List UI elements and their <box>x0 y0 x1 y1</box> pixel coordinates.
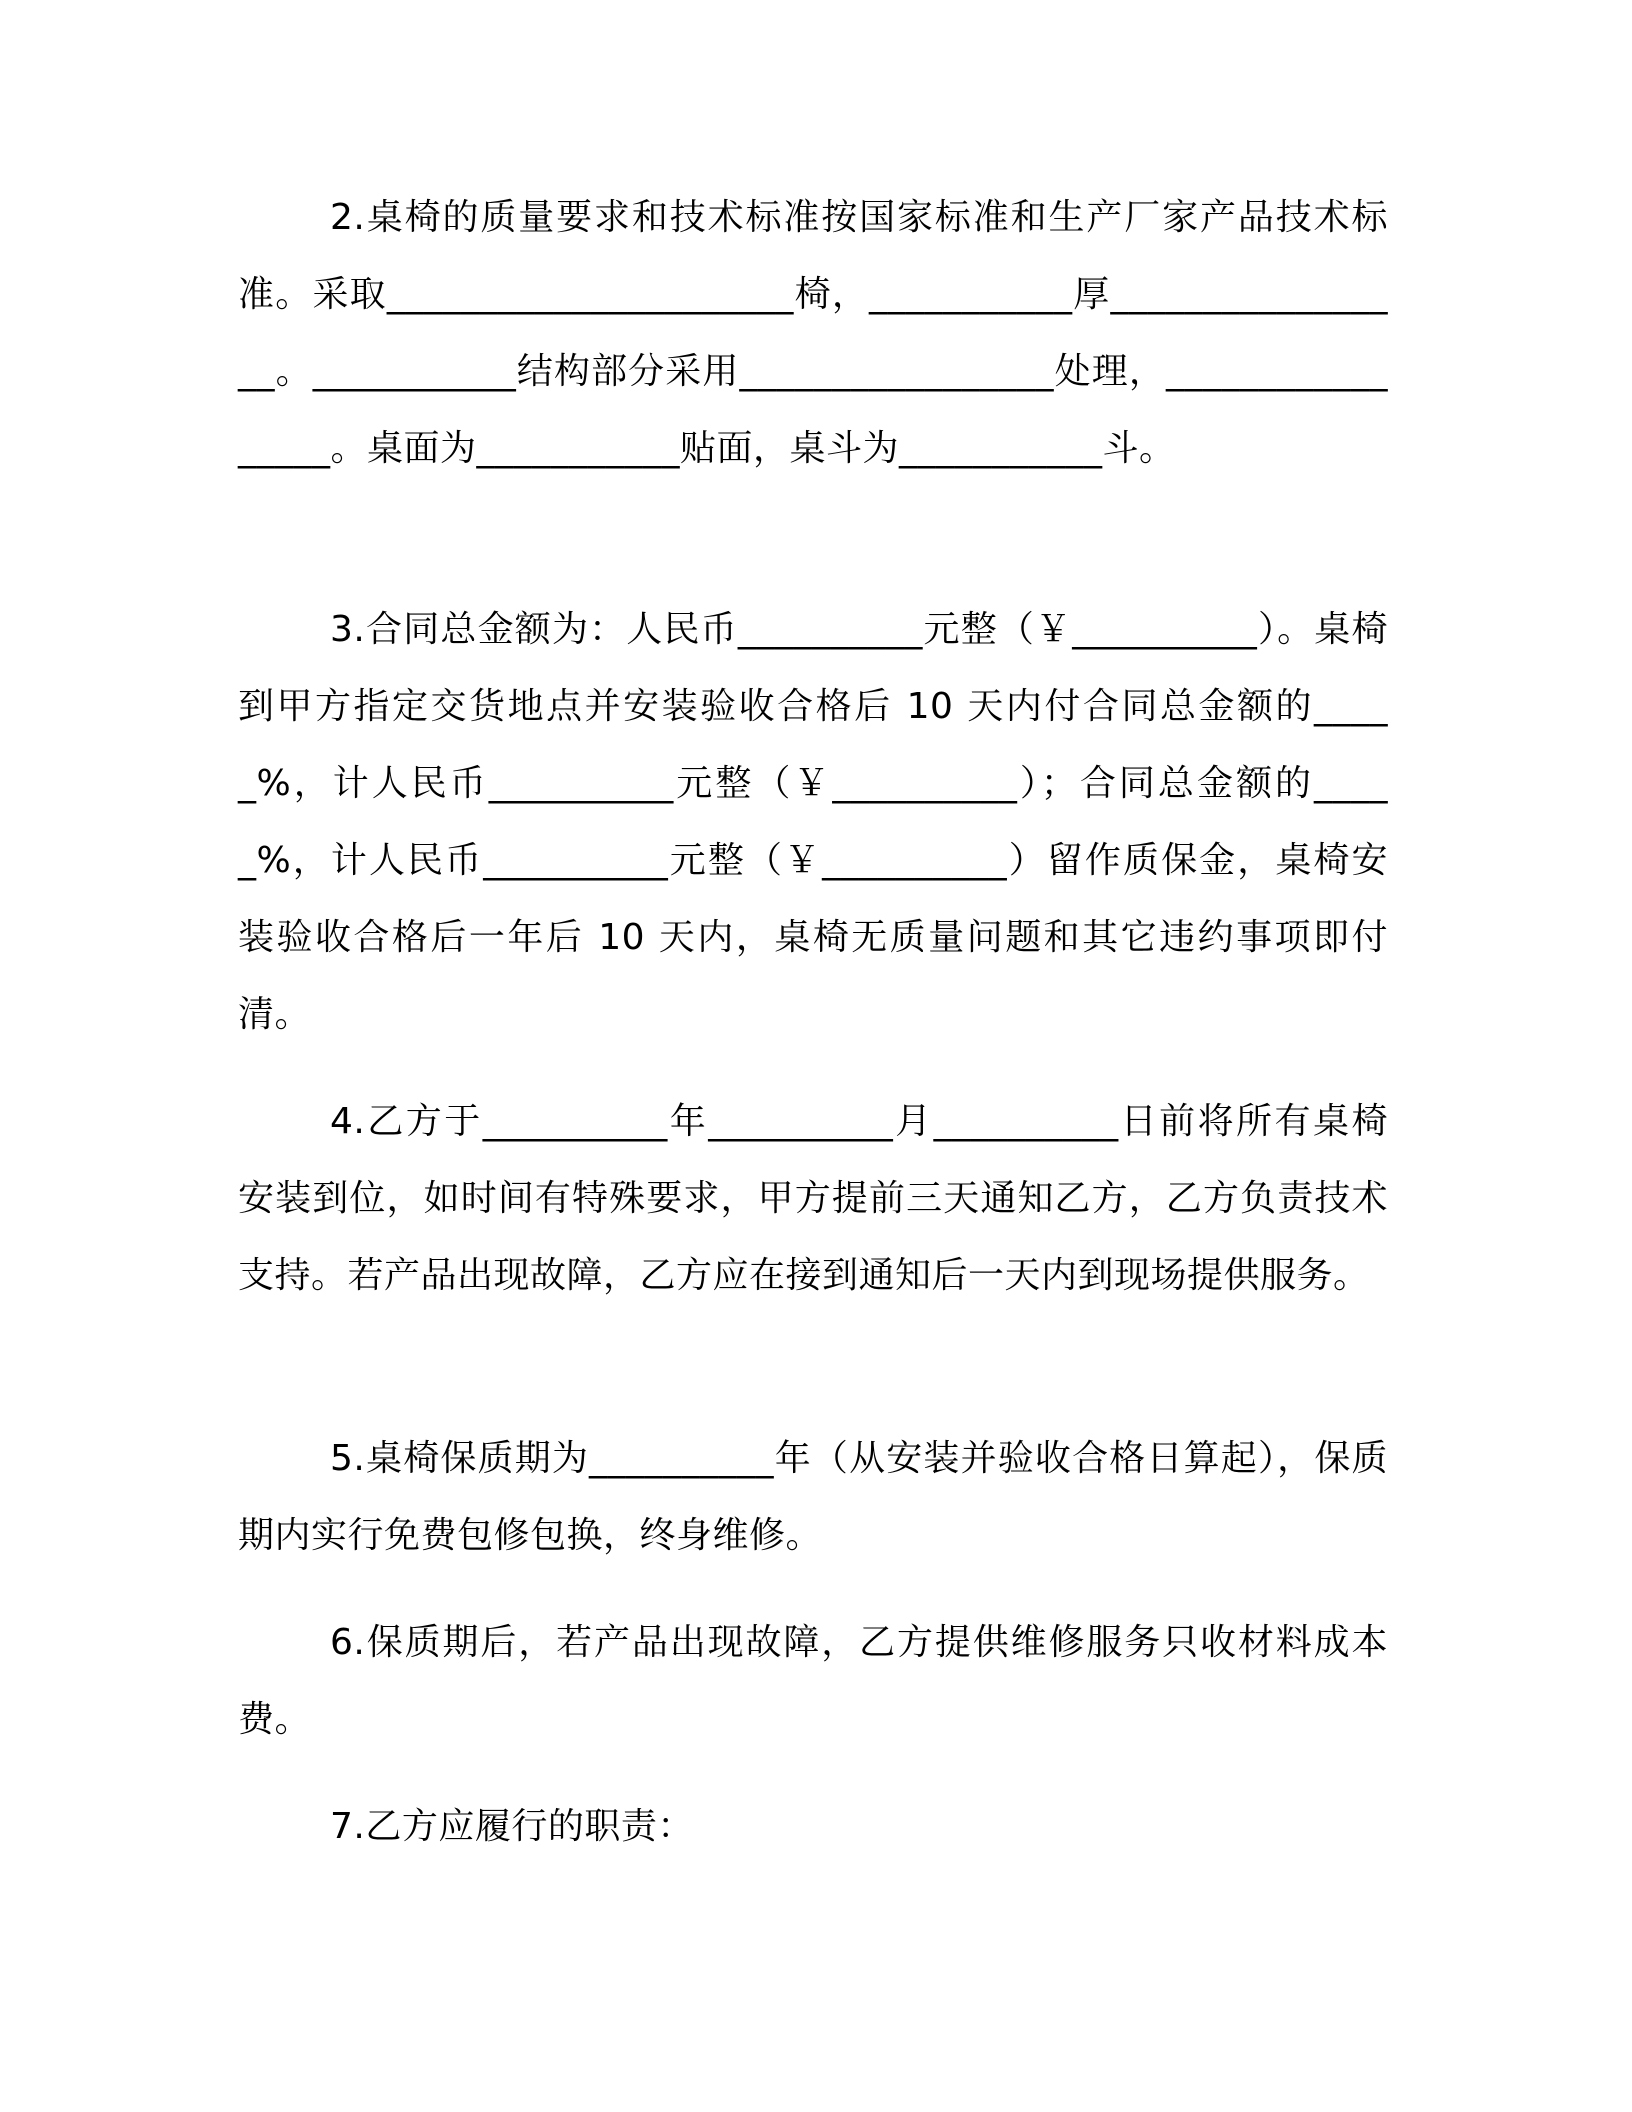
clause-3-contract-amount: 3.合同总金额为：人民币__________元整（￥__________）。桌椅到甲方指定交货地点并安装验收合格后 10 天内付合同总金额的_____%，计人民币__________元整（￥__________）；合同总金额的_____%，计人民币__________元整（￥__________）留作质保金，桌椅安装验收合格后一年后 10 天内，桌椅无质量问题和其它违约事项即付清。 <box>238 609 1388 1035</box>
clause-4-installation-date: 4.乙方于__________年__________月__________日前将所有桌椅安装到位，如时间有特殊要求，甲方提前三天通知乙方，乙方负责技术支持。若产品出现故障，乙方应在接到通知后一天内到现场提供服务。 <box>238 1101 1388 1296</box>
clause-2-quality-standards: 2.桌椅的质量要求和技术标准按国家标准和生产厂家产品技术标准。采取______________________椅，___________厚_________________。___________结构部分采用_________________处理，_________________。桌面为___________贴面，桌斗为___________斗。 <box>238 197 1388 469</box>
clause-7-duties: 7.乙方应履行的职责： <box>330 1806 694 1847</box>
clause-6-post-warranty: 6.保质期后，若产品出现故障，乙方提供维修服务只收材料成本费。 <box>238 1622 1388 1740</box>
clause-5-warranty-period: 5.桌椅保质期为__________年（从安装并验收合格日算起），保质期内实行免费包修包换，终身维修。 <box>238 1438 1388 1556</box>
